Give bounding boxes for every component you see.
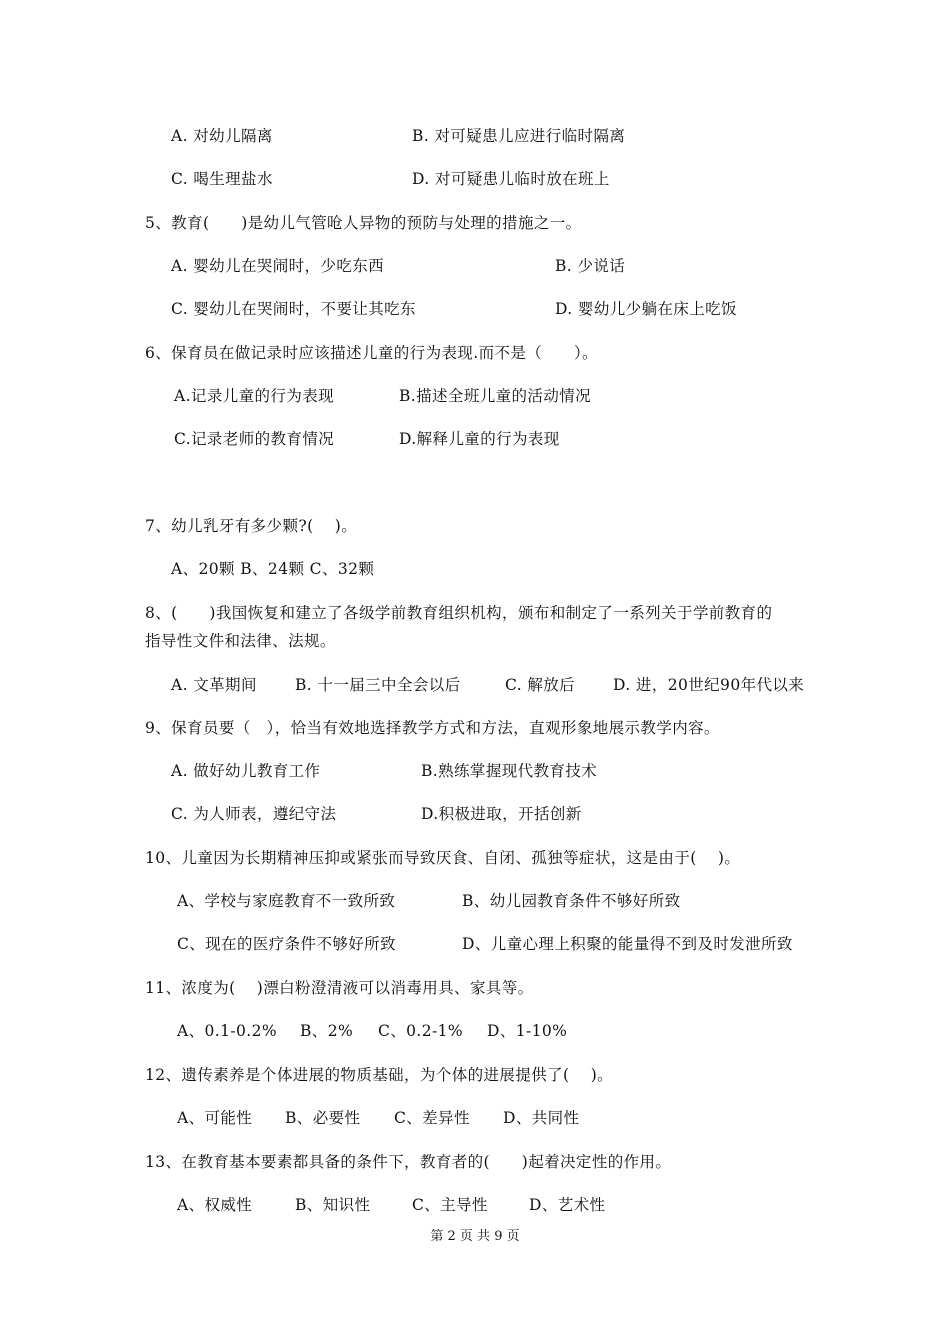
q5-option-a: A. 婴幼儿在哭闹时，少吃东西 (171, 257, 385, 275)
q8-option-c: C. 解放后 (505, 676, 576, 694)
q8-option-b: B. 十一届三中全会以后 (295, 676, 461, 694)
q5-option-c: C. 婴幼儿在哭闹时，不要让其吃东 (171, 300, 416, 318)
q7-options: A、20颗 B、24颗 C、32颗 (171, 560, 375, 578)
q5-option-b: B. 少说话 (555, 257, 626, 275)
q9-option-b: B.熟练掌握现代教育技术 (421, 762, 598, 780)
q8-option-d: D. 进，20世纪90年代以来 (613, 676, 805, 694)
q4-option-b: B. 对可疑患儿应进行临时隔离 (412, 127, 626, 145)
q8-stem-line1: 8、( )我国恢复和建立了各级学前教育组织机构，颁布和制定了一系列关于学前教育的 (145, 604, 773, 622)
q8-option-a: A. 文革期间 (171, 676, 257, 694)
q11-option-a: A、0.1-0.2% (177, 1022, 277, 1040)
q12-option-b: B、必要性 (285, 1109, 361, 1127)
q9-option-a: A. 做好幼儿教育工作 (171, 762, 321, 780)
q6-option-d: D.解释儿童的行为表现 (399, 430, 560, 448)
q7-stem: 7、幼儿乳牙有多少颗?( )。 (145, 517, 358, 535)
q12-option-a: A、可能性 (177, 1109, 253, 1127)
q6-option-c: C.记录老师的教育情况 (174, 430, 335, 448)
q10-option-b: B、幼儿园教育条件不够好所致 (462, 892, 681, 910)
q11-option-b: B、2% (300, 1022, 354, 1040)
q13-option-a: A、权威性 (177, 1196, 253, 1214)
q8-stem-line2: 指导性文件和法律、法规。 (145, 632, 336, 650)
q12-option-c: C、差异性 (394, 1109, 470, 1127)
q5-stem: 5、教育( )是幼儿气管呛人异物的预防与处理的措施之一。 (145, 214, 582, 232)
q11-option-d: D、1-10% (487, 1022, 568, 1040)
q9-stem: 9、保育员要（ ），恰当有效地选择教学方式和方法，直观形象地展示教学内容。 (145, 719, 720, 737)
q5-option-d: D. 婴幼儿少躺在床上吃饭 (555, 300, 737, 318)
q6-stem: 6、保育员在做记录时应该描述儿童的行为表现.而不是（ ）。 (145, 344, 599, 362)
q4-option-d: D. 对可疑患儿临时放在班上 (412, 170, 610, 188)
q9-option-c: C. 为人师表，遵纪守法 (171, 805, 337, 823)
q4-option-c: C. 喝生理盐水 (171, 170, 273, 188)
q6-option-a: A.记录儿童的行为表现 (174, 387, 335, 405)
q13-option-d: D、艺术性 (529, 1196, 606, 1214)
q11-stem: 11、浓度为( )漂白粉澄清液可以消毒用具、家具等。 (145, 979, 534, 997)
q11-option-c: C、0.2-1% (378, 1022, 464, 1040)
q10-option-d: D、儿童心理上积聚的能量得不到及时发泄所致 (462, 935, 793, 953)
q13-option-b: B、知识性 (295, 1196, 371, 1214)
q4-option-a: A. 对幼儿隔离 (171, 127, 273, 145)
q9-option-d: D.积极进取，开括创新 (421, 805, 582, 823)
q10-option-a: A、学校与家庭教育不一致所致 (177, 892, 396, 910)
q10-option-c: C、现在的医疗条件不够好所致 (177, 935, 396, 953)
page-number-footer: 第 2 页 共 9 页 (430, 1229, 520, 1244)
q6-option-b: B.描述全班儿童的活动情况 (399, 387, 592, 405)
q12-option-d: D、共同性 (503, 1109, 580, 1127)
q10-stem: 10、儿童因为长期精神压抑或紧张而导致厌食、自闭、孤独等症状，这是由于( )。 (145, 849, 741, 867)
q13-option-c: C、主导性 (412, 1196, 488, 1214)
q13-stem: 13、在教育基本要素都具备的条件下，教育者的( )起着决定性的作用。 (145, 1153, 672, 1171)
q12-stem: 12、遗传素养是个体进展的物质基础，为个体的进展提供了( )。 (145, 1066, 614, 1084)
